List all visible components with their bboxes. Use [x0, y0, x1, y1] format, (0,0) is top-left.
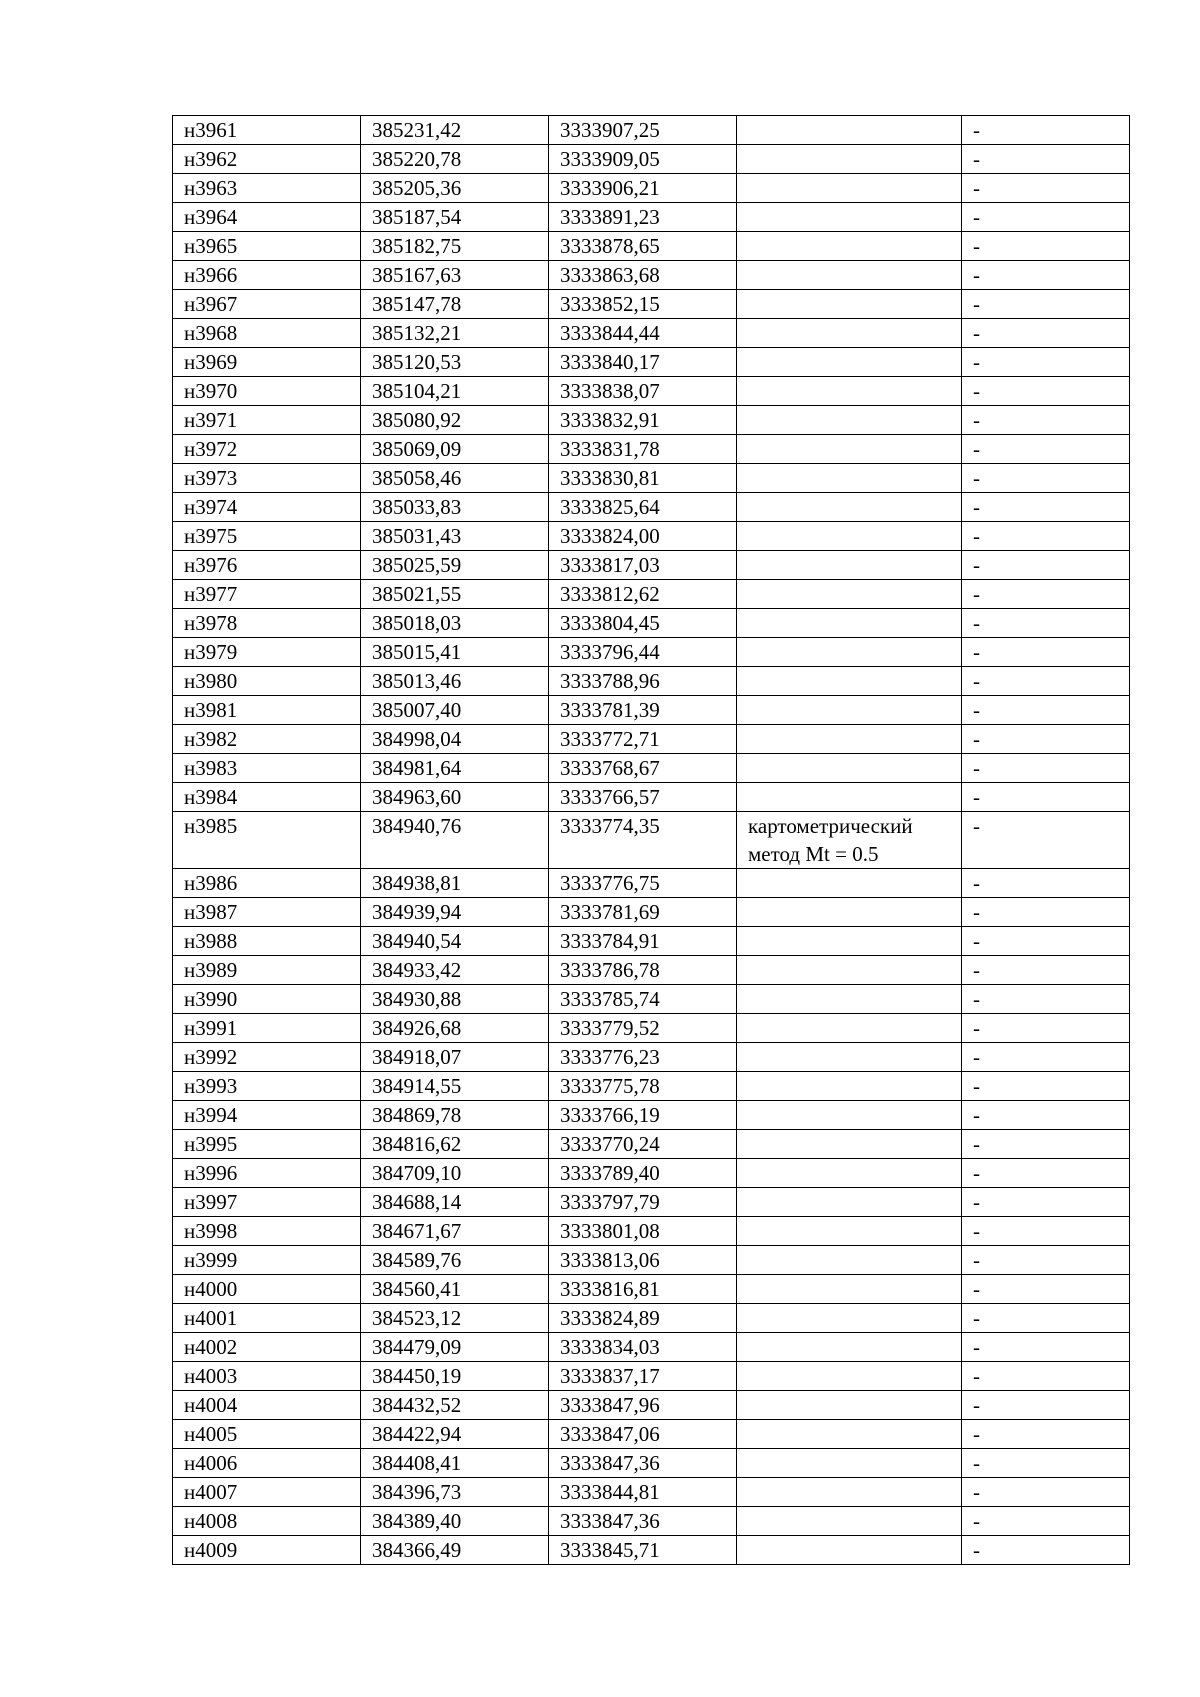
y-coordinate-cell: 3333852,15	[549, 290, 737, 319]
note-cell: -	[962, 725, 1130, 754]
x-coordinate-cell: 384688,14	[361, 1188, 549, 1217]
note-cell: -	[962, 174, 1130, 203]
note-cell: -	[962, 203, 1130, 232]
x-coordinate-cell: 384389,40	[361, 1507, 549, 1536]
point-number-cell: н3991	[173, 1014, 361, 1043]
x-coordinate-cell: 385031,43	[361, 522, 549, 551]
y-coordinate-cell: 3333812,62	[549, 580, 737, 609]
point-number-cell: н3961	[173, 116, 361, 145]
point-number-cell: н4001	[173, 1304, 361, 1333]
y-coordinate-cell: 3333891,23	[549, 203, 737, 232]
table-row	[173, 667, 1130, 696]
table-row	[173, 927, 1130, 956]
note-cell: -	[962, 754, 1130, 783]
point-number-cell: н4005	[173, 1420, 361, 1449]
method-cell	[737, 1246, 962, 1275]
note-cell: -	[962, 435, 1130, 464]
y-coordinate-cell: 3333776,75	[549, 869, 737, 898]
x-coordinate-cell: 384981,64	[361, 754, 549, 783]
note-cell: -	[962, 1391, 1130, 1420]
table-row	[173, 232, 1130, 261]
table-row	[173, 725, 1130, 754]
method-cell	[737, 1420, 962, 1449]
point-number-cell: н3998	[173, 1217, 361, 1246]
point-number-cell: н3963	[173, 174, 361, 203]
method-cell	[737, 348, 962, 377]
note-cell: -	[962, 348, 1130, 377]
method-cell	[737, 898, 962, 927]
x-coordinate-cell: 385021,55	[361, 580, 549, 609]
y-coordinate-cell: 3333834,03	[549, 1333, 737, 1362]
y-coordinate-cell: 3333840,17	[549, 348, 737, 377]
method-cell	[737, 406, 962, 435]
point-number-cell: н3997	[173, 1188, 361, 1217]
table-row	[173, 898, 1130, 927]
method-cell	[737, 290, 962, 319]
point-number-cell: н3977	[173, 580, 361, 609]
y-coordinate-cell: 3333789,40	[549, 1159, 737, 1188]
note-cell: -	[962, 1507, 1130, 1536]
point-number-cell: н4009	[173, 1536, 361, 1565]
y-coordinate-cell: 3333779,52	[549, 1014, 737, 1043]
point-number-cell: н3972	[173, 435, 361, 464]
note-cell: -	[962, 696, 1130, 725]
table-row	[173, 145, 1130, 174]
table-row	[173, 869, 1130, 898]
x-coordinate-cell: 385104,21	[361, 377, 549, 406]
note-cell: -	[962, 1246, 1130, 1275]
y-coordinate-cell: 3333772,71	[549, 725, 737, 754]
point-number-cell: н4000	[173, 1275, 361, 1304]
y-coordinate-cell: 3333831,78	[549, 435, 737, 464]
method-cell	[737, 1362, 962, 1391]
method-cell	[737, 667, 962, 696]
method-cell	[737, 145, 962, 174]
method-cell	[737, 377, 962, 406]
y-coordinate-cell: 3333796,44	[549, 638, 737, 667]
method-cell	[737, 1536, 962, 1565]
table-row	[173, 1246, 1130, 1275]
table-row	[173, 1304, 1130, 1333]
x-coordinate-cell: 384422,94	[361, 1420, 549, 1449]
x-coordinate-cell: 384479,09	[361, 1333, 549, 1362]
table-row	[173, 1478, 1130, 1507]
note-cell: -	[962, 493, 1130, 522]
y-coordinate-cell: 3333824,00	[549, 522, 737, 551]
method-cell	[737, 609, 962, 638]
x-coordinate-cell: 384589,76	[361, 1246, 549, 1275]
x-coordinate-cell: 384408,41	[361, 1449, 549, 1478]
method-cell	[737, 1449, 962, 1478]
note-cell: -	[962, 1043, 1130, 1072]
point-number-cell: н3964	[173, 203, 361, 232]
table-row	[173, 1275, 1130, 1304]
point-number-cell: н3965	[173, 232, 361, 261]
table-row	[173, 638, 1130, 667]
x-coordinate-cell: 384998,04	[361, 725, 549, 754]
x-coordinate-cell: 385007,40	[361, 696, 549, 725]
table-row	[173, 1217, 1130, 1246]
note-cell: -	[962, 1072, 1130, 1101]
y-coordinate-cell: 3333813,06	[549, 1246, 737, 1275]
x-coordinate-cell: 385147,78	[361, 290, 549, 319]
table-row	[173, 319, 1130, 348]
method-cell	[737, 1217, 962, 1246]
table-row	[173, 1333, 1130, 1362]
x-coordinate-cell: 385069,09	[361, 435, 549, 464]
point-number-cell: н3976	[173, 551, 361, 580]
table-row	[173, 261, 1130, 290]
table-row	[173, 609, 1130, 638]
method-cell	[737, 493, 962, 522]
table-row	[173, 435, 1130, 464]
note-cell: -	[962, 1130, 1130, 1159]
table-row	[173, 493, 1130, 522]
y-coordinate-cell: 3333847,06	[549, 1420, 737, 1449]
point-number-cell: н4007	[173, 1478, 361, 1507]
y-coordinate-cell: 3333770,24	[549, 1130, 737, 1159]
table-row	[173, 1159, 1130, 1188]
table-row	[173, 1507, 1130, 1536]
note-cell: -	[962, 1449, 1130, 1478]
table-row	[173, 174, 1130, 203]
x-coordinate-cell: 385018,03	[361, 609, 549, 638]
x-coordinate-cell: 384963,60	[361, 783, 549, 812]
method-cell	[737, 522, 962, 551]
x-coordinate-cell: 385080,92	[361, 406, 549, 435]
x-coordinate-cell: 384671,67	[361, 1217, 549, 1246]
x-coordinate-cell: 384940,54	[361, 927, 549, 956]
method-cell	[737, 1275, 962, 1304]
table-row	[173, 551, 1130, 580]
x-coordinate-cell: 384938,81	[361, 869, 549, 898]
method-cell	[737, 1130, 962, 1159]
x-coordinate-cell: 384560,41	[361, 1275, 549, 1304]
x-coordinate-cell: 385187,54	[361, 203, 549, 232]
note-cell: -	[962, 898, 1130, 927]
note-cell: -	[962, 783, 1130, 812]
y-coordinate-cell: 3333766,19	[549, 1101, 737, 1130]
y-coordinate-cell: 3333830,81	[549, 464, 737, 493]
point-number-cell: н3979	[173, 638, 361, 667]
y-coordinate-cell: 3333825,64	[549, 493, 737, 522]
y-coordinate-cell: 3333788,96	[549, 667, 737, 696]
note-cell: -	[962, 1188, 1130, 1217]
y-coordinate-cell: 3333816,81	[549, 1275, 737, 1304]
note-cell: -	[962, 1217, 1130, 1246]
y-coordinate-cell: 3333766,57	[549, 783, 737, 812]
note-cell: -	[962, 667, 1130, 696]
note-cell: -	[962, 1478, 1130, 1507]
note-cell: -	[962, 1420, 1130, 1449]
method-cell	[737, 1333, 962, 1362]
note-cell: -	[962, 1536, 1130, 1565]
note-cell: -	[962, 609, 1130, 638]
point-number-cell: н3981	[173, 696, 361, 725]
y-coordinate-cell: 3333863,68	[549, 261, 737, 290]
table-row	[173, 464, 1130, 493]
point-number-cell: н3966	[173, 261, 361, 290]
y-coordinate-cell: 3333847,36	[549, 1507, 737, 1536]
method-cell	[737, 1101, 962, 1130]
note-cell: -	[962, 406, 1130, 435]
table-row	[173, 812, 1130, 869]
point-number-cell: н3969	[173, 348, 361, 377]
x-coordinate-cell: 385220,78	[361, 145, 549, 174]
y-coordinate-cell: 3333776,23	[549, 1043, 737, 1072]
x-coordinate-cell: 385033,83	[361, 493, 549, 522]
y-coordinate-cell: 3333837,17	[549, 1362, 737, 1391]
method-cell	[737, 1043, 962, 1072]
x-coordinate-cell: 385167,63	[361, 261, 549, 290]
note-cell: -	[962, 377, 1130, 406]
method-cell	[737, 464, 962, 493]
method-cell	[737, 869, 962, 898]
table-row	[173, 522, 1130, 551]
table-row	[173, 696, 1130, 725]
point-number-cell: н3995	[173, 1130, 361, 1159]
point-number-cell: н3980	[173, 667, 361, 696]
y-coordinate-cell: 3333768,67	[549, 754, 737, 783]
point-number-cell: н3967	[173, 290, 361, 319]
note-cell: -	[962, 290, 1130, 319]
point-number-cell: н3988	[173, 927, 361, 956]
note-cell: -	[962, 1333, 1130, 1362]
table-row	[173, 783, 1130, 812]
table-row	[173, 1391, 1130, 1420]
x-coordinate-cell: 385015,41	[361, 638, 549, 667]
point-number-cell: н3983	[173, 754, 361, 783]
point-number-cell: н4008	[173, 1507, 361, 1536]
table-row	[173, 956, 1130, 985]
point-number-cell: н3971	[173, 406, 361, 435]
method-cell	[737, 116, 962, 145]
method-cell	[737, 174, 962, 203]
x-coordinate-cell: 384432,52	[361, 1391, 549, 1420]
method-cell	[737, 580, 962, 609]
y-coordinate-cell: 3333838,07	[549, 377, 737, 406]
y-coordinate-cell: 3333785,74	[549, 985, 737, 1014]
note-cell: -	[962, 551, 1130, 580]
y-coordinate-cell: 3333774,35	[549, 812, 737, 869]
table-row	[173, 116, 1130, 145]
y-coordinate-cell: 3333832,91	[549, 406, 737, 435]
method-cell	[737, 783, 962, 812]
x-coordinate-cell: 384816,62	[361, 1130, 549, 1159]
y-coordinate-cell: 3333906,21	[549, 174, 737, 203]
y-coordinate-cell: 3333907,25	[549, 116, 737, 145]
table-row	[173, 1362, 1130, 1391]
method-cell	[737, 754, 962, 783]
x-coordinate-cell: 385182,75	[361, 232, 549, 261]
point-number-cell: н3989	[173, 956, 361, 985]
note-cell: -	[962, 1304, 1130, 1333]
note-cell: -	[962, 956, 1130, 985]
note-cell: -	[962, 1159, 1130, 1188]
point-number-cell: н3993	[173, 1072, 361, 1101]
point-number-cell: н3999	[173, 1246, 361, 1275]
note-cell: -	[962, 1014, 1130, 1043]
method-cell: картометрический метод Mt = 0.5	[737, 812, 962, 869]
y-coordinate-cell: 3333909,05	[549, 145, 737, 174]
table-row	[173, 1014, 1130, 1043]
x-coordinate-cell: 385058,46	[361, 464, 549, 493]
point-number-cell: н3994	[173, 1101, 361, 1130]
point-number-cell: н3982	[173, 725, 361, 754]
table-row	[173, 1449, 1130, 1478]
y-coordinate-cell: 3333775,78	[549, 1072, 737, 1101]
method-cell	[737, 1507, 962, 1536]
method-cell	[737, 1159, 962, 1188]
x-coordinate-cell: 385231,42	[361, 116, 549, 145]
x-coordinate-cell: 384939,94	[361, 898, 549, 927]
x-coordinate-cell: 384450,19	[361, 1362, 549, 1391]
point-number-cell: н3986	[173, 869, 361, 898]
point-number-cell: н3970	[173, 377, 361, 406]
coordinates-table	[172, 115, 1130, 1565]
x-coordinate-cell: 384709,10	[361, 1159, 549, 1188]
note-cell: -	[962, 1275, 1130, 1304]
y-coordinate-cell: 3333824,89	[549, 1304, 737, 1333]
x-coordinate-cell: 384926,68	[361, 1014, 549, 1043]
x-coordinate-cell: 384869,78	[361, 1101, 549, 1130]
point-number-cell: н3996	[173, 1159, 361, 1188]
y-coordinate-cell: 3333781,39	[549, 696, 737, 725]
x-coordinate-cell: 384366,49	[361, 1536, 549, 1565]
point-number-cell: н3968	[173, 319, 361, 348]
method-cell	[737, 551, 962, 580]
note-cell: -	[962, 145, 1130, 174]
x-coordinate-cell: 385132,21	[361, 319, 549, 348]
method-cell	[737, 1188, 962, 1217]
method-cell	[737, 1072, 962, 1101]
point-number-cell: н3992	[173, 1043, 361, 1072]
note-cell: -	[962, 116, 1130, 145]
note-cell: -	[962, 580, 1130, 609]
point-number-cell: н4004	[173, 1391, 361, 1420]
x-coordinate-cell: 384940,76	[361, 812, 549, 869]
note-cell: -	[962, 261, 1130, 290]
point-number-cell: н3973	[173, 464, 361, 493]
note-cell: -	[962, 927, 1130, 956]
note-cell: -	[962, 232, 1130, 261]
method-cell	[737, 1304, 962, 1333]
x-coordinate-cell: 385013,46	[361, 667, 549, 696]
table-row	[173, 1043, 1130, 1072]
table-row	[173, 580, 1130, 609]
table-row	[173, 406, 1130, 435]
y-coordinate-cell: 3333801,08	[549, 1217, 737, 1246]
y-coordinate-cell: 3333781,69	[549, 898, 737, 927]
method-cell	[737, 725, 962, 754]
method-cell	[737, 319, 962, 348]
table-row	[173, 1536, 1130, 1565]
method-cell	[737, 1391, 962, 1420]
point-number-cell: н3987	[173, 898, 361, 927]
note-cell: -	[962, 319, 1130, 348]
y-coordinate-cell: 3333797,79	[549, 1188, 737, 1217]
method-cell	[737, 956, 962, 985]
x-coordinate-cell: 385205,36	[361, 174, 549, 203]
note-cell: -	[962, 464, 1130, 493]
y-coordinate-cell: 3333784,91	[549, 927, 737, 956]
method-cell	[737, 232, 962, 261]
x-coordinate-cell: 385120,53	[361, 348, 549, 377]
note-cell: -	[962, 638, 1130, 667]
method-cell	[737, 638, 962, 667]
table-row	[173, 1130, 1130, 1159]
y-coordinate-cell: 3333844,44	[549, 319, 737, 348]
table-row	[173, 377, 1130, 406]
x-coordinate-cell: 384914,55	[361, 1072, 549, 1101]
x-coordinate-cell: 384523,12	[361, 1304, 549, 1333]
y-coordinate-cell: 3333786,78	[549, 956, 737, 985]
point-number-cell: н3985	[173, 812, 361, 869]
y-coordinate-cell: 3333844,81	[549, 1478, 737, 1507]
point-number-cell: н4006	[173, 1449, 361, 1478]
coordinates-table-body	[173, 116, 1130, 1565]
note-cell: -	[962, 1101, 1130, 1130]
y-coordinate-cell: 3333847,96	[549, 1391, 737, 1420]
y-coordinate-cell: 3333817,03	[549, 551, 737, 580]
x-coordinate-cell: 384918,07	[361, 1043, 549, 1072]
note-cell: -	[962, 869, 1130, 898]
note-cell: -	[962, 1362, 1130, 1391]
point-number-cell: н4002	[173, 1333, 361, 1362]
y-coordinate-cell: 3333847,36	[549, 1449, 737, 1478]
table-row	[173, 348, 1130, 377]
table-row	[173, 1420, 1130, 1449]
table-row	[173, 1072, 1130, 1101]
point-number-cell: н4003	[173, 1362, 361, 1391]
table-row	[173, 754, 1130, 783]
x-coordinate-cell: 384933,42	[361, 956, 549, 985]
table-row	[173, 203, 1130, 232]
point-number-cell: н3984	[173, 783, 361, 812]
y-coordinate-cell: 3333878,65	[549, 232, 737, 261]
method-cell	[737, 261, 962, 290]
table-row	[173, 290, 1130, 319]
note-cell: -	[962, 985, 1130, 1014]
method-cell	[737, 1014, 962, 1043]
table-row	[173, 1101, 1130, 1130]
point-number-cell: н3975	[173, 522, 361, 551]
x-coordinate-cell: 385025,59	[361, 551, 549, 580]
point-number-cell: н3974	[173, 493, 361, 522]
y-coordinate-cell: 3333845,71	[549, 1536, 737, 1565]
y-coordinate-cell: 3333804,45	[549, 609, 737, 638]
note-cell: -	[962, 812, 1130, 869]
x-coordinate-cell: 384930,88	[361, 985, 549, 1014]
method-cell	[737, 1478, 962, 1507]
x-coordinate-cell: 384396,73	[361, 1478, 549, 1507]
point-number-cell: н3978	[173, 609, 361, 638]
table-row	[173, 1188, 1130, 1217]
method-cell	[737, 696, 962, 725]
point-number-cell: н3962	[173, 145, 361, 174]
method-cell	[737, 203, 962, 232]
table-row	[173, 985, 1130, 1014]
method-cell	[737, 985, 962, 1014]
method-cell	[737, 927, 962, 956]
point-number-cell: н3990	[173, 985, 361, 1014]
method-cell	[737, 435, 962, 464]
note-cell: -	[962, 522, 1130, 551]
